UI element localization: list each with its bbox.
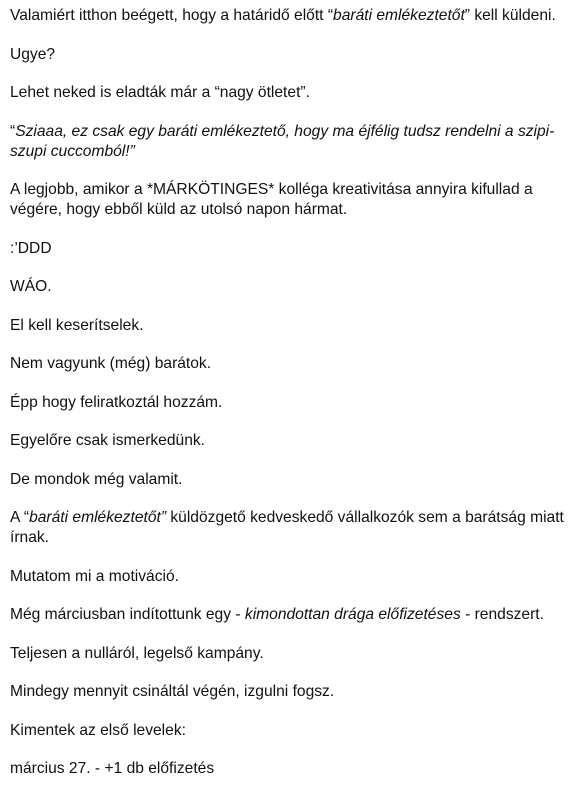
italic-text: Sziaaa, ez csak egy baráti emlékeztető, hogy ma éjfélig tudsz rendelni a szipi-szupi cuccomból!”	[10, 122, 555, 160]
paragraph-7	[10, 277, 566, 297]
text-run: :’DDD	[10, 239, 52, 257]
paragraph-13	[10, 508, 566, 548]
text-run: Valamiért itthon beégett, hogy a határidő előtt “	[10, 7, 334, 24]
paragraph-1	[10, 6, 566, 26]
paragraph-12	[10, 470, 566, 490]
italic-text: baráti emlékeztetőt”	[29, 509, 167, 526]
text-run: Nem vagyunk (még) barátok.	[10, 355, 212, 372]
text-run: A legjobb, amikor a *MÁRKÖTINGES* kolléga kreativitása annyira kifullad a végére, hogy ebből küld az utolsó napon hármat.	[10, 181, 533, 218]
text-run: Még márciusban indítottunk egy -	[10, 606, 245, 623]
text-run: WÁO.	[10, 278, 52, 295]
paragraph-18	[10, 721, 566, 741]
italic-text: baráti emlékeztetőt	[333, 7, 465, 24]
paragraph-2	[10, 45, 566, 65]
paragraph-3	[10, 83, 566, 103]
text-run: Lehet neked is eladták már a “nagy ötletet”.	[10, 84, 310, 101]
text-run: Mindegy mennyit csináltál végén, izgulni fogsz.	[10, 683, 335, 700]
paragraph-14	[10, 567, 566, 587]
text-run: A “	[10, 509, 30, 526]
paragraph-5	[10, 180, 566, 220]
text-run: Épp hogy feliratkoztál hozzám.	[10, 393, 223, 411]
text-run: De mondok még valamit.	[10, 470, 183, 488]
text-run: Egyelőre csak ismerkedünk.	[10, 432, 206, 449]
italic-text: kimondottan drága előfizetéses	[244, 606, 461, 623]
paragraph-11	[10, 431, 566, 451]
paragraph-9	[10, 354, 566, 374]
paragraph-8	[10, 316, 566, 336]
document-body	[10, 6, 566, 798]
paragraph-16	[10, 644, 566, 664]
text-run: Teljesen a nulláról, legelső kampány.	[10, 644, 264, 662]
text-run: El kell keserítselek.	[10, 316, 144, 334]
text-run: “	[10, 122, 16, 140]
text-run: küldözgető kedveskedő vállalkozók sem a barátság miatt írnak.	[10, 509, 564, 546]
text-run: Mutatom mi a motiváció.	[10, 567, 179, 585]
text-run: ” kell küldeni.	[464, 7, 556, 24]
paragraph-19	[10, 759, 566, 779]
paragraph-4	[10, 122, 566, 162]
text-run: Kimentek az első levelek:	[10, 721, 186, 739]
text-run: Ugye?	[10, 45, 56, 63]
paragraph-10	[10, 393, 566, 413]
paragraph-15	[10, 605, 566, 625]
paragraph-17	[10, 682, 566, 702]
paragraph-6	[10, 239, 566, 259]
text-run: - rendszert.	[460, 606, 544, 623]
text-run: március 27. - +1 db előfizetés	[10, 760, 215, 777]
